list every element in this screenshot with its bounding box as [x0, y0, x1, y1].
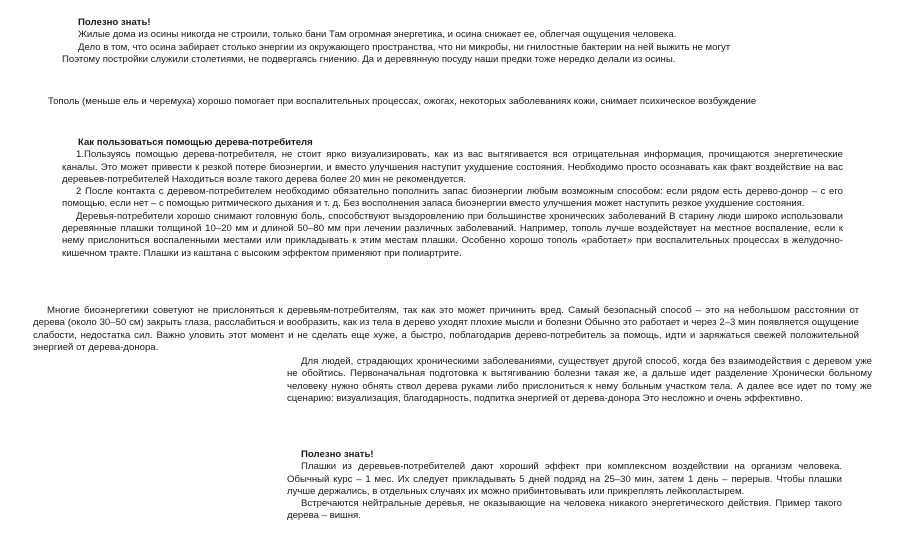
- paragraph-step-2: 2 После контакта с деревом-потребителем необходимо обязательно пополнить запас биоэнергии любым возможным способом: если рядом есть дерево-донор – с его помощью, если нет – с помощью ритмического дыхания и т. д. Без восполнения запаса биоэнергии вместо улучшения может наступить резкое ухудшение состояния.: [62, 186, 843, 210]
- paragraph-aspen-houses: Жилые дома из осины никогда не строили, только бани Там огромная энергетика, и осина снижает ее, облегчая ощущения человека.: [78, 29, 677, 41]
- block-useful-plates: [287, 449, 842, 523]
- heading-how-to-use: Как пользоваться помощью дерева-потребителя: [78, 137, 313, 148]
- paragraph-poplar: Тополь (меньше ель и черемуха) хорошо помогает при воспалительных процессах, ожогах, некоторых заболеваниях кожи, снимает психическое возбуждение: [48, 96, 757, 107]
- block-useful-aspen: [62, 17, 852, 66]
- block-bioenergetics: [33, 305, 859, 354]
- paragraph-aspen-buildings: Поэтому постройки служили столетиями, не подвергаясь гниению. Да и деревянную посуду наши предки тоже нередко делали из осины.: [62, 53, 676, 65]
- paragraph-neutral-trees: Встречаются нейтральные деревья, не оказывающие на человека никакого энергетического действия. Пример такого дерева – вишня.: [287, 498, 842, 522]
- block-how-to-use: [62, 137, 843, 260]
- paragraph-aspen-energy: Дело в том, что осина забирает столько энергии из окружающего пространства, что ни микробы, ни гнилостные бактерии на ней выжить не могут: [78, 41, 731, 53]
- block-chronic: [287, 356, 872, 405]
- paragraph-chronic-diseases: Для людей, страдающих хроническими заболеваниями, существует другой способ, когда без взаимодействия с деревом уже не обойтись. Первоначальная подготовка к вытягиванию болезни такая же, а дальше идет разделение Хронически больному человеку нужно обнять ствол дерева руками либо прислониться к нему больным участком тела. А далее все идет по тому же сценарию: визуализация, благодарность, подпитка энергией от дерева-донора Это несложно и очень эффективно.: [287, 356, 872, 404]
- paragraph-plates: Плашки из деревьев-потребителей дают хороший эффект при комплексном воздействии на организм человека. Обычный курс – 1 мес. Их следует прикладывать 5 дней подряд на 25–30 мин, затем 1 день – перерыв. Чтобы плашки лучше держались, в отдельных случаях их можно прибинтовывать или прикреплять лейкопластырем.: [287, 461, 842, 497]
- heading-useful-to-know: Полезно знать!: [78, 17, 151, 28]
- paragraph-consumer-trees: Деревья-потребители хорошо снимают головную боль, способствуют выздоровлению при большинстве хронических заболеваний В старину люди широко использовали деревянные плашки толщиной 10–20 мм и длиной 50–80 мм при лечении различных заболеваний. Например, тополь лучше воздействует на местное воспаление, если к нему прислониться воспаленными местами или прикладывать к этим местам плашки. Особенно хорошо тополь «работает» при воспалительных процессах в желудочно-кишечном тракте. Плашки из каштана с высоким эффектом применяют при полиартрите.: [62, 210, 843, 259]
- paragraph-step-1: 1.Пользуясь помощью дерева-потребителя, не стоит ярко визуализировать, как из вас вытягивается вся отрицательная информация, прочищаются энергетические каналы. Это может привести к резкой потере биоэнергии, и вместо улучшения наступит ухудшение состояния. Необходимо просто осознавать как факт воздействие на вас деревьев-потребителей Находиться возле такого дерева более 20 мин не рекомендуется.: [62, 149, 843, 185]
- paragraph-bioenergetics: Многие биоэнергетики советуют не прислоняться к деревьям-потребителям, так как это может причинить вред. Самый безопасный способ – это на небольшом расстоянии от дерева (около 30–50 см) закрыть глаза, расслабиться и вообразить, как из тела в дерево уходят плохие мысли и болезни Обычно это работает и через 2–3 мин появляется ощущение слабости, недостатка сил. Важно уловить этот момент и не сделать еще хуже, а быстро, поблагодарив дерево-потребитель за помощь, идти и заряжаться свежей положительной энергией от дерева-донора.: [33, 305, 859, 353]
- heading-useful-to-know-2: Полезно знать!: [301, 449, 374, 460]
